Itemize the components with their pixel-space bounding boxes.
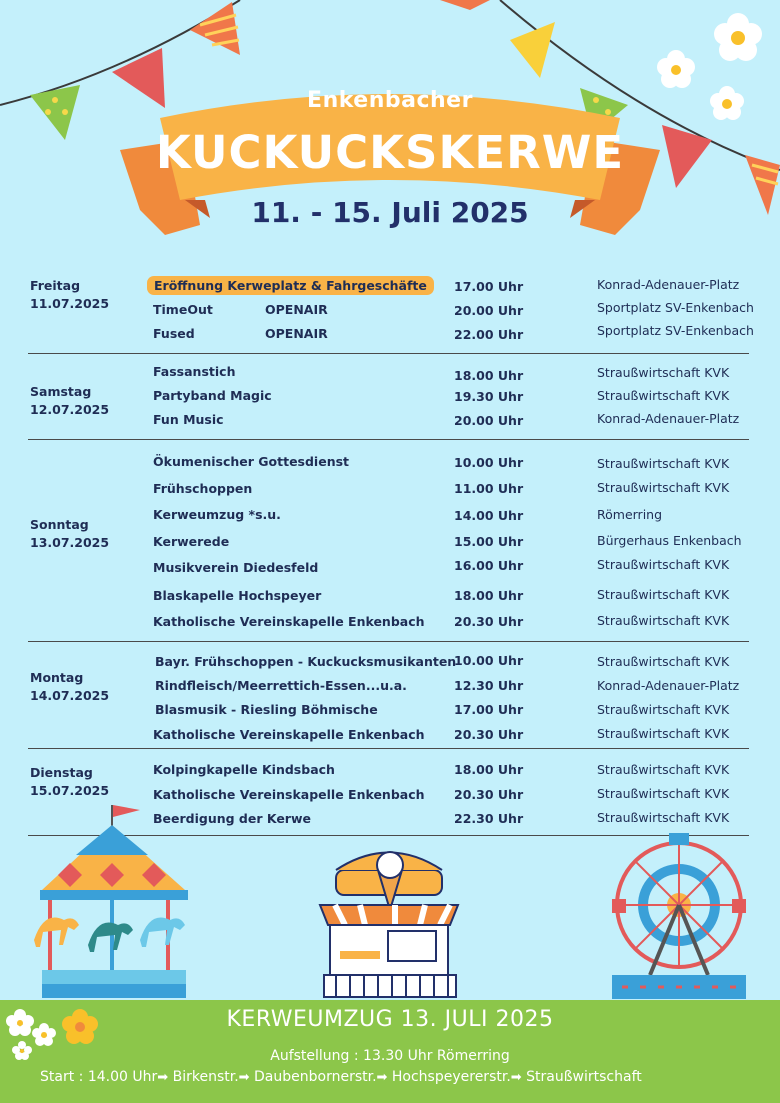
festival-title: KUCKUCKSKERWE <box>155 126 625 179</box>
ferris-wheel-icon <box>612 833 746 999</box>
event-time: 20.00 Uhr <box>454 413 524 428</box>
event-location: Straußwirtschaft KVK <box>597 480 730 495</box>
event-name: Blasmusik - Riesling Böhmische <box>155 702 378 717</box>
event-location: Straußwirtschaft KVK <box>597 810 730 825</box>
event-location: Straußwirtschaft KVK <box>597 365 730 380</box>
event-location: Straußwirtschaft KVK <box>597 654 730 669</box>
event-name: Katholische Vereinskapelle Enkenbach <box>153 787 425 802</box>
event-time: 20.30 Uhr <box>454 727 524 742</box>
day-label-sunday <box>30 516 109 552</box>
event-name: Kolpingkapelle Kindsbach <box>153 762 335 777</box>
day-name: Samstag <box>30 384 92 399</box>
day-name: Dienstag <box>30 765 93 780</box>
event-name: Fused <box>153 326 195 341</box>
event-name: Frühschoppen <box>153 481 253 496</box>
event-location: Sportplatz SV-Enkenbach <box>597 300 754 315</box>
event-location: Konrad-Adenauer-Platz <box>597 277 740 292</box>
parade-title: KERWEUMZUG 13. JULI 2025 <box>226 1007 554 1032</box>
day-date: 12.07.2025 <box>30 402 110 417</box>
event-time: 18.00 Uhr <box>454 368 524 383</box>
event-location: Konrad-Adenauer-Platz <box>597 411 740 426</box>
event-time: 15.00 Uhr <box>454 534 524 549</box>
event-name: Musikverein Diedesfeld <box>153 560 319 575</box>
event-time: 16.00 Uhr <box>454 558 524 573</box>
event-time: 22.30 Uhr <box>454 811 524 826</box>
event-time: 14.00 Uhr <box>454 508 524 523</box>
event-name: Kerweumzug *s.u. <box>153 507 281 522</box>
event-name: Partyband Magic <box>153 388 272 403</box>
event-time: 11.00 Uhr <box>454 481 524 496</box>
event-location: Straußwirtschaft KVK <box>597 726 730 741</box>
event-name: Katholische Vereinskapelle Enkenbach <box>153 727 425 742</box>
day-label-friday <box>30 277 109 313</box>
fair-illustrations <box>0 795 780 1005</box>
event-tag: OPENAIR <box>265 302 328 317</box>
event-location: Römerring <box>597 507 663 522</box>
event-time: 18.00 Uhr <box>454 588 524 603</box>
event-location: Straußwirtschaft KVK <box>597 702 730 717</box>
parade-assembly: Aufstellung : 13.30 Uhr Römerring <box>270 1048 510 1064</box>
event-location: Straußwirtschaft KVK <box>597 388 730 403</box>
event-time: 10.00 Uhr <box>454 455 524 470</box>
event-name: Rindfleisch/Meerrettich-Essen...u.a. <box>155 678 407 693</box>
event-name: TimeOut <box>153 302 213 317</box>
event-time: 18.00 Uhr <box>454 762 524 777</box>
event-time: 20.30 Uhr <box>454 614 524 629</box>
event-location: Straußwirtschaft KVK <box>597 762 730 777</box>
divider <box>28 353 749 354</box>
event-location: Sportplatz SV-Enkenbach <box>597 323 754 338</box>
event-location: Straußwirtschaft KVK <box>597 557 730 572</box>
arrow-right-icon: ➡ <box>238 1070 250 1085</box>
event-time: 12.30 Uhr <box>454 678 524 693</box>
event-name: Beerdigung der Kerwe <box>153 811 312 826</box>
event-time: 22.00 Uhr <box>454 327 524 342</box>
event-time: 19.30 Uhr <box>454 389 524 404</box>
event-location: Straußwirtschaft KVK <box>597 786 730 801</box>
event-time: 10.00 Uhr <box>454 653 524 668</box>
festival-subtitle: Enkenbacher <box>307 88 473 113</box>
event-location: Bürgerhaus Enkenbach <box>597 533 742 548</box>
day-date: 15.07.2025 <box>30 783 110 798</box>
event-tag: OPENAIR <box>265 326 328 341</box>
event-name: Bayr. Frühschoppen - Kuckucksmusikanten <box>155 654 457 669</box>
event-location: Straußwirtschaft KVK <box>597 613 730 628</box>
parade-stop: Hochspeyererstr. <box>391 1069 511 1085</box>
event-location: Konrad-Adenauer-Platz <box>597 678 740 693</box>
ice-cream-kiosk-icon <box>320 852 458 997</box>
event-time: 17.00 Uhr <box>454 279 524 294</box>
event-name: Kerwerede <box>153 534 230 549</box>
parade-route <box>40 1069 642 1085</box>
event-time: 17.00 Uhr <box>454 702 524 717</box>
day-name: Freitag <box>30 278 81 293</box>
carousel-icon <box>34 805 188 998</box>
arrow-right-icon: ➡ <box>157 1070 169 1085</box>
divider <box>28 748 749 749</box>
parade-stop: Birkenstr. <box>172 1069 239 1085</box>
day-label-monday <box>30 669 109 705</box>
parade-stop: Daubenbornerstr. <box>254 1069 377 1085</box>
event-location: Straußwirtschaft KVK <box>597 456 730 471</box>
arrow-right-icon: ➡ <box>376 1070 388 1085</box>
day-date: 13.07.2025 <box>30 535 110 550</box>
day-name: Montag <box>30 670 84 685</box>
day-date: 11.07.2025 <box>30 296 110 311</box>
parade-start: Start : 14.00 Uhr <box>40 1069 158 1085</box>
divider <box>28 439 749 440</box>
event-name: Eröffnung Kerweplatz & Fahrgeschäfte <box>147 276 434 295</box>
divider <box>28 641 749 642</box>
event-time: 20.30 Uhr <box>454 787 524 802</box>
arrow-right-icon: ➡ <box>510 1070 522 1085</box>
event-location: Straußwirtschaft KVK <box>597 587 730 602</box>
event-time: 20.00 Uhr <box>454 303 524 318</box>
event-name: Ökumenischer Gottesdienst <box>153 454 350 469</box>
parade-stop: Straußwirtschaft <box>526 1069 642 1085</box>
event-name: Blaskapelle Hochspeyer <box>153 588 322 603</box>
day-name: Sonntag <box>30 517 89 532</box>
day-label-saturday <box>30 383 109 419</box>
event-name: Fassanstich <box>153 364 236 379</box>
day-date: 14.07.2025 <box>30 688 110 703</box>
event-name: Katholische Vereinskapelle Enkenbach <box>153 614 425 629</box>
event-name: Fun Music <box>153 412 224 427</box>
festival-dates: 11. - 15. Juli 2025 <box>251 196 529 229</box>
